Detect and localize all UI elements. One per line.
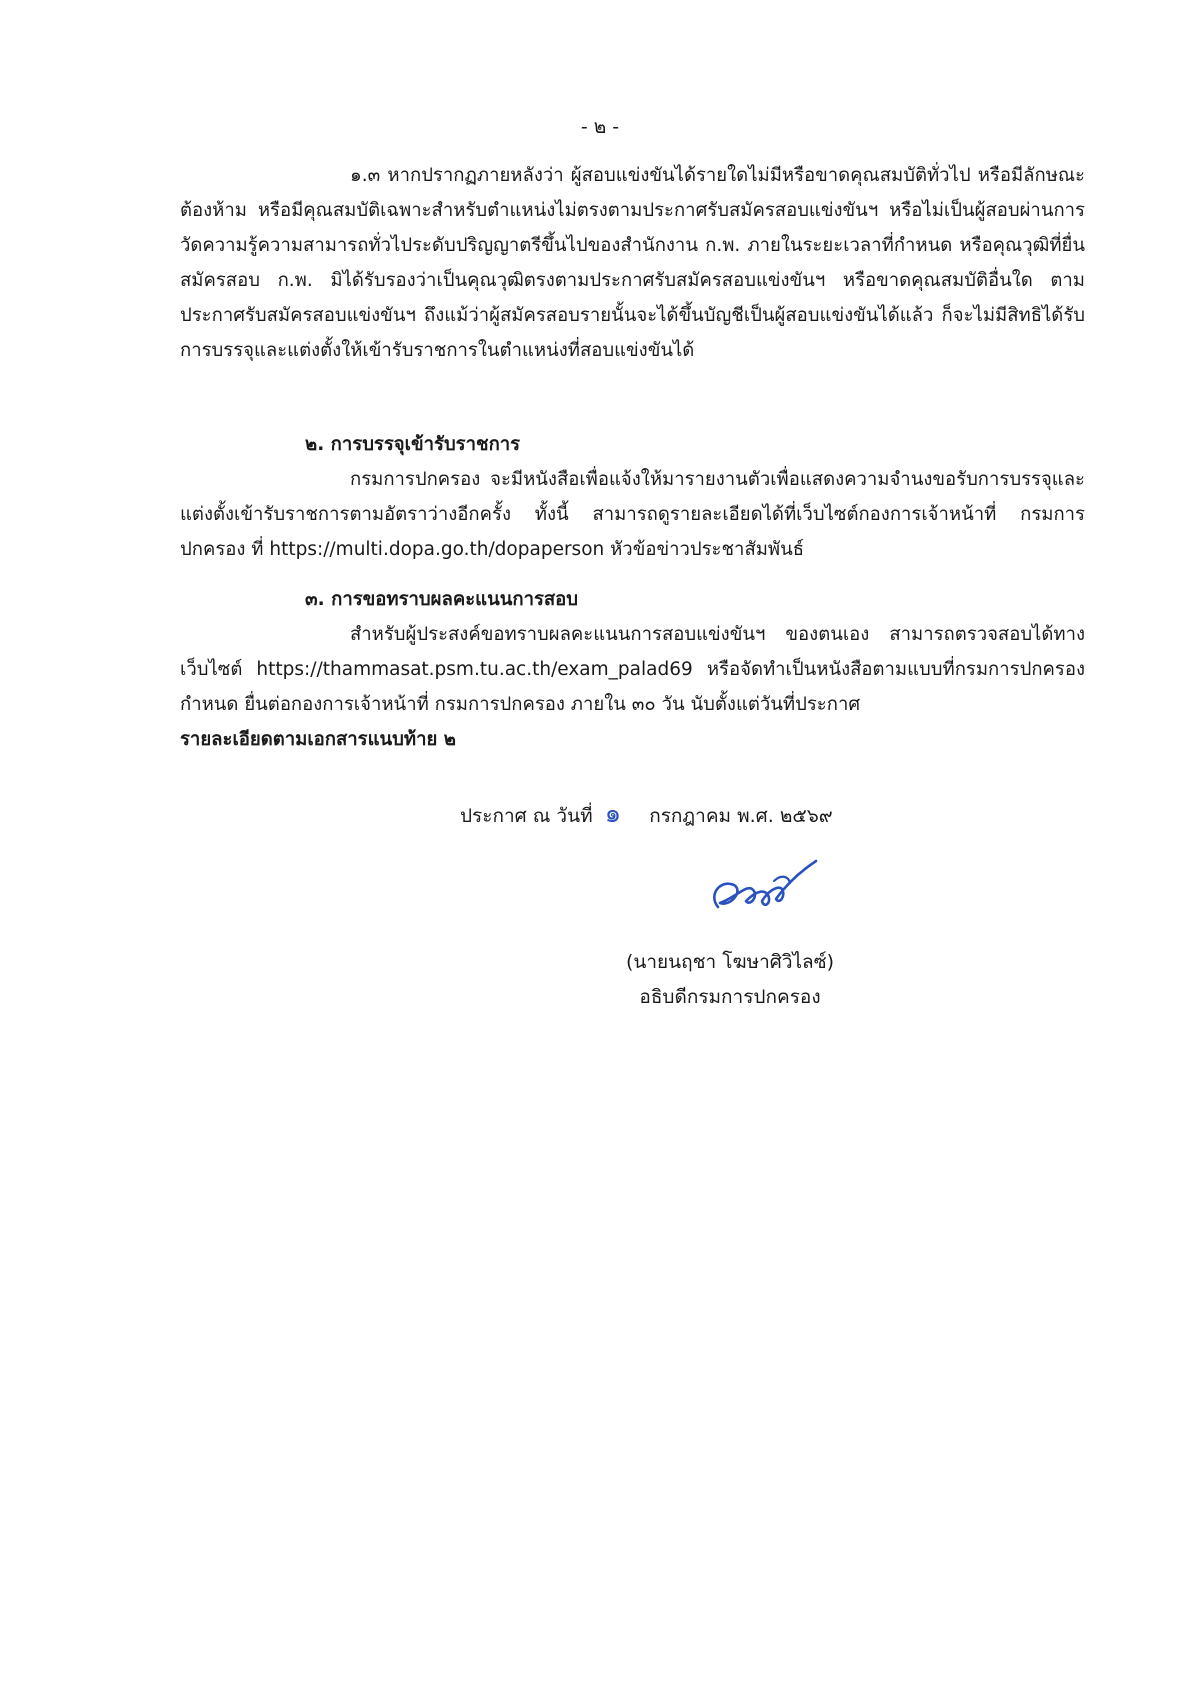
date-month-year: กรกฎาคม พ.ศ. ๒๕๖๙ bbox=[649, 805, 833, 827]
date-day-handwritten: ๑ bbox=[604, 799, 622, 829]
section-3-text: สำหรับผู้ประสงค์ขอทราบผลคะแนนการสอบแข่งขันฯ ของตนเอง สามารถตรวจสอบได้ทางเว็บไซต์ https://thammasat.psm.tu.ac.th/exam_palad69 หรือจัดทำเป็นหนังสือตามแบบที่กรมการปกครองกำหนด ยื่นต่อกองการเจ้าหน้าที่ กรมการปกครอง ภายใน ๓๐ วัน นับตั้งแต่วันที่ประกาศ bbox=[180, 624, 1085, 715]
section-2-paragraph: กรมการปกครอง จะมีหนังสือเพื่อแจ้งให้มารายงานตัวเพื่อแสดงความจำนงขอรับการบรรจุและแต่งตั้งเข้ารับราชการตามอัตราว่างอีกครั้ง ทั้งนี้ สามารถดูรายละเอียดได้ที่เว็บไซต์กองการเจ้าหน้าที่ กรมการปกครอง ที่ https://multi.dopa.go.th/dopaperson หัวข้อข่าวประชาสัมพันธ์ bbox=[180, 469, 1085, 560]
signer-name: (นายนฤชา โฆษาศิวิไลซ์) bbox=[625, 951, 835, 973]
section-2-heading: ๒. การบรรจุเข้ารับราชการ bbox=[305, 434, 521, 455]
signature-image bbox=[690, 845, 840, 925]
signer-title: อธิบดีกรมการปกครอง bbox=[639, 986, 821, 1008]
page-number: - ๒ - bbox=[580, 116, 620, 138]
announcement-date bbox=[460, 797, 833, 834]
section-1-3-paragraph: ๑.๓ หากปรากฏภายหลังว่า ผู้สอบแข่งขันได้รายใดไม่มีหรือขาดคุณสมบัติทั่วไป หรือมีลักษณะต้องห้าม หรือมีคุณสมบัติเฉพาะสำหรับตำแหน่งไม่ตรงตามประกาศรับสมัครสอบแข่งขันฯ หรือไม่เป็นผู้สอบผ่านการวัดความรู้ความสามารถทั่วไประดับปริญญาตรีขึ้นไปของสำนักงาน ก.พ. ภายในระยะเวลาที่กำหนด หรือคุณวุฒิที่ยื่นสมัครสอบ ก.พ. มิได้รับรองว่าเป็นคุณวุฒิตรงตามประกาศรับสมัครสอบแข่งขันฯ หรือขาดคุณสมบัติอื่นใด ตามประกาศรับสมัครสอบแข่งขันฯ ถึงแม้ว่าผู้สมัครสอบรายนั้นจะได้ขึ้นบัญชีเป็นผู้สอบแข่งขันได้แล้ว ก็จะไม่มีสิทธิได้รับการบรรจุและแต่งตั้งให้เข้ารับราชการในตำแหน่งที่สอบแข่งขันได้ bbox=[180, 165, 1085, 361]
date-prefix: ประกาศ ณ วันที่ bbox=[460, 805, 593, 827]
section-3-heading: ๓. การขอทราบผลคะแนนการสอบ bbox=[305, 589, 579, 610]
section-3-paragraph bbox=[180, 617, 1085, 757]
section-3-closing: รายละเอียดตามเอกสารแนบท้าย ๒ bbox=[180, 729, 456, 750]
